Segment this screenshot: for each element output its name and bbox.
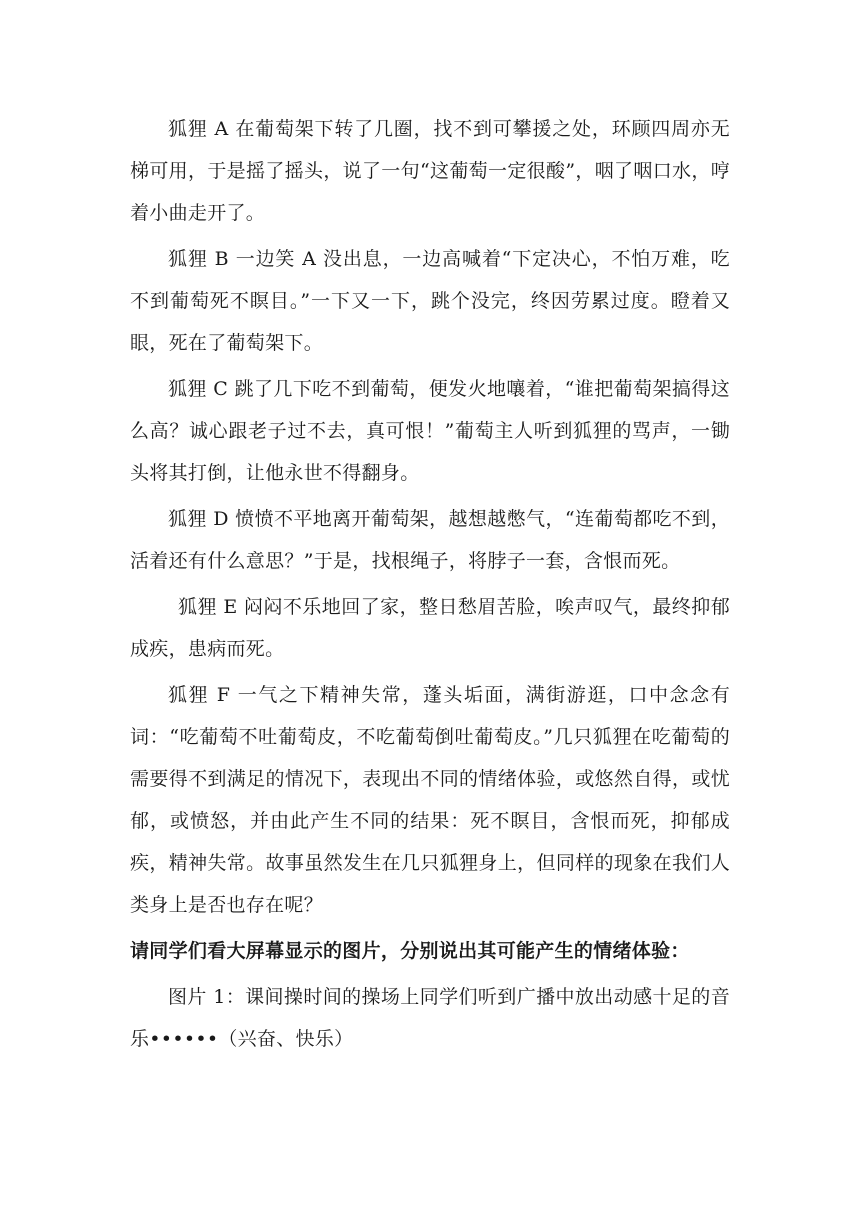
- paragraph-fox-d: 狐狸 D 愤愤不平地离开葡萄架，越想越憋气，“连葡萄都吃不到，活着还有什么意思？”于是，找根绳子，将脖子一套，含恨而死。: [130, 508, 730, 572]
- document-body: [130, 108, 730, 1064]
- paragraph-fox-f: 狐狸 F 一气之下精神失常，蓬头垢面，满街游逛，口中念念有词：“吃葡萄不吐葡萄皮，不吃葡萄倒吐葡萄皮。”几只狐狸在吃葡萄的需要得不到满足的情况下，表现出不同的情绪体验，或悠然自得，或忧郁，或愤怒，并由此产生不同的结果：死不瞑目，含恨而死，抑郁成疾，精神失常。故事虽然发生在几只狐狸身上，但同样的现象在我们人类身上是否也存在呢？: [130, 684, 730, 916]
- paragraph-fox-b: 狐狸 B 一边笑 A 没出息，一边高喊着“下定决心，不怕万难，吃不到葡萄死不瞑目。”一下又一下，跳个没完，终因劳累过度。瞪着又眼，死在了葡萄架下。: [130, 248, 730, 354]
- paragraph-fox-a: 狐狸 A 在葡萄架下转了几圈，找不到可攀援之处，环顾四周亦无梯可用，于是摇了摇头，说了一句“这葡萄一定很酸”，咽了咽口水，哼着小曲走开了。: [130, 118, 730, 224]
- paragraph-fox-e: 狐狸 E 闷闷不乐地回了家，整日愁眉苦脸，唉声叹气，最终抑郁成疾，患病而死。: [130, 596, 730, 660]
- paragraph-picture-1: 图片 1：课间操时间的操场上同学们听到广播中放出动感十足的音乐••••••（兴奋、快乐）: [130, 986, 730, 1050]
- paragraph-fox-c: 狐狸 C 跳了几下吃不到葡萄，便发火地嚷着，“谁把葡萄架搞得这么高？诚心跟老子过不去，真可恨！”葡萄主人听到狐狸的骂声，一锄头将其打倒，让他永世不得翻身。: [130, 378, 730, 484]
- instruction-heading: 请同学们看大屏幕显示的图片，分别说出其可能产生的情绪体验：: [130, 940, 690, 962]
